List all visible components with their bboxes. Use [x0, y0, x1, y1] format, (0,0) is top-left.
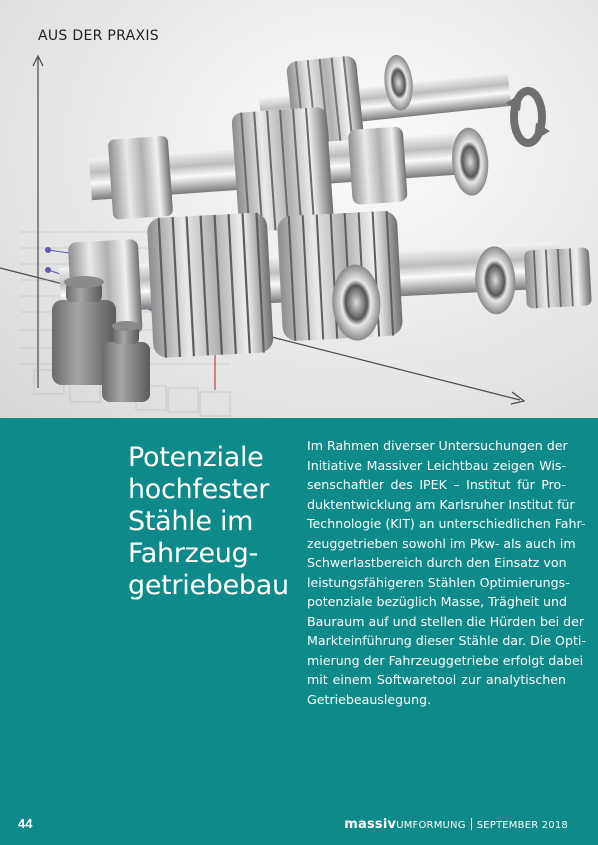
intro-line: zeuggetrieben sowohl im Pkw- als auch im: [307, 535, 576, 551]
page-number: 44: [18, 816, 33, 831]
headline-line: Fahrzeug-: [128, 538, 258, 569]
intro-line: leistungsfähigeren Stählen Optimierungs-: [307, 574, 570, 590]
article-intro: [307, 436, 586, 709]
hero-image: [0, 0, 598, 418]
intro-line: Technologie (KIT) an unterschiedlichen Fahr-: [307, 516, 586, 531]
intro-line: Getriebeauslegung.: [307, 691, 432, 707]
gear-illustration: [0, 0, 598, 418]
intro-line: Markteinführung dieser Stähle dar. Die Opti-: [307, 633, 586, 648]
headline-line: Potenziale: [128, 442, 264, 473]
article-headline: [128, 442, 298, 602]
intro-line: duktentwicklung am Karlsruher Institut für: [307, 496, 575, 512]
rotation-arrows-icon: [506, 91, 550, 143]
intro-line: mit einem Softwaretool zur analytischen: [307, 672, 566, 687]
headline-line: Stähle im: [128, 506, 254, 537]
headline-line: hochfester: [128, 474, 270, 505]
headline-line: getriebebau: [128, 570, 289, 601]
intro-line: Im Rahmen diverser Untersuchungen der: [307, 438, 568, 453]
section-label: AUS DER PRAXIS: [38, 28, 159, 44]
intro-line: Schwerlastbereich durch den Einsatz von: [307, 555, 567, 570]
issue-date: SEPTEMBER 2018: [476, 820, 568, 831]
footer-divider: [471, 818, 472, 830]
intro-line: Bauraum auf und stellen die Hürden bei der: [307, 613, 585, 629]
brand-umformung: UMFORMUNG: [396, 820, 466, 831]
intro-line: potenziale bezüglich Masse, Trägheit und: [307, 594, 567, 609]
intro-line: mierung der Fahrzeuggetriebe erfolgt dabei: [307, 652, 584, 668]
footer-publication: [344, 817, 568, 832]
brand-massiv: massiv: [344, 817, 397, 832]
intro-line: senschaftler des IPEK – Institut für Pro-: [307, 477, 566, 492]
intro-line: Initiative Massiver Leichtbau zeigen Wis-: [307, 457, 566, 473]
